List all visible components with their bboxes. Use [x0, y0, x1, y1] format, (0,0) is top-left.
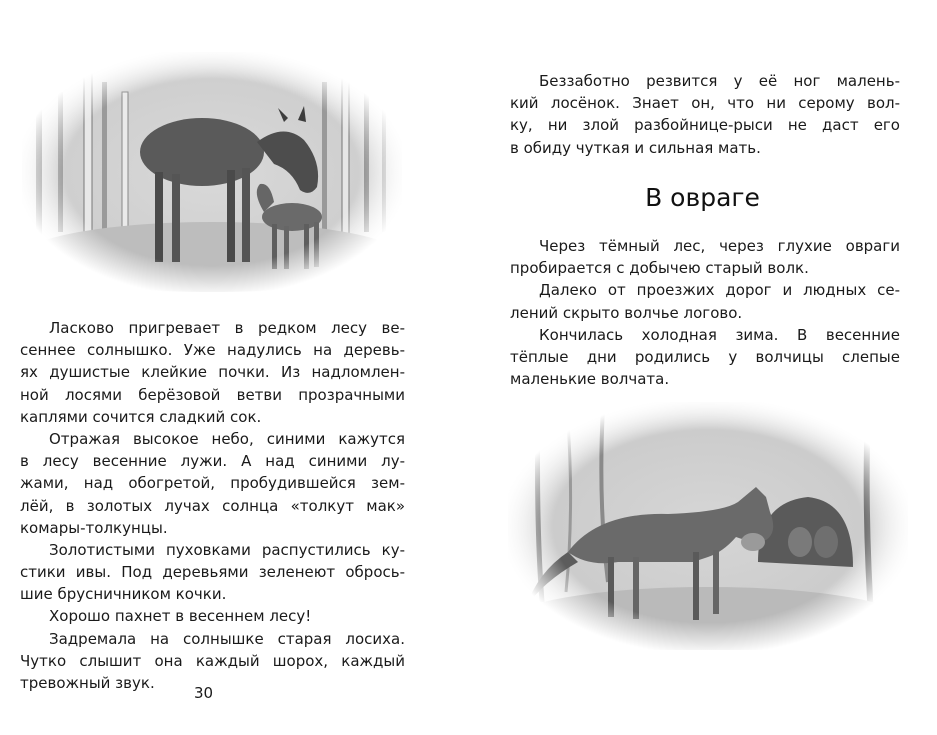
text-line: шие брусничником кочки. — [20, 585, 227, 604]
text-line: Отражая высокое небо, синими кажутся — [49, 429, 405, 448]
left-page-text — [20, 317, 405, 694]
text-line: Кончилась холодная зима. В весенние — [539, 325, 900, 344]
text-line: в обиду чуткая и сильная мать. — [510, 138, 761, 157]
paragraph — [510, 70, 900, 159]
text-line: маленькие волчата. — [510, 370, 670, 389]
text-line: кий лосёнок. Знает он, что ни серому вол- — [510, 94, 900, 113]
text-line: Через тёмный лес, через глухие овраги — [539, 237, 900, 255]
paragraph — [510, 235, 900, 279]
text-line: Хорошо пахнет в весеннем лесу! — [49, 607, 312, 626]
text-line: лений скрыто волчье логово. — [510, 303, 743, 322]
text-line: ку, ни злой разбойнице-рыси не даст его — [510, 116, 900, 135]
page-number: 30 — [194, 684, 214, 702]
left-page — [0, 0, 468, 735]
section-heading: В овраге — [645, 183, 760, 212]
paragraph — [510, 324, 900, 391]
text-line: Беззаботно резвится у её ног малень- — [539, 72, 900, 90]
paragraph — [20, 539, 405, 606]
right-page-intro — [510, 70, 900, 159]
text-line: в лесу весенние лужи. А над синими лу- — [20, 452, 405, 471]
text-line: ной лосями берёзовой ветви прозрачными — [20, 385, 405, 404]
text-line: лёй, в золотых лучах солнца «толкут мак» — [20, 496, 405, 515]
right-page-text — [510, 235, 900, 390]
right-page — [468, 0, 937, 735]
text-line: тревожный звук. — [20, 674, 155, 692]
text-line: Далеко от проезжих дорог и людных се- — [539, 281, 900, 300]
text-line: комары-толкунцы. — [20, 518, 168, 537]
wolf-with-prey-illustration — [508, 402, 908, 650]
paragraph — [20, 428, 405, 539]
text-line: тёплые дни родились у волчицы слепые — [510, 347, 900, 366]
paragraph — [20, 317, 405, 428]
text-line: пробирается с добычею старый волк. — [510, 259, 809, 278]
text-line: Золотистыми пуховками распустились ку- — [49, 540, 405, 559]
paragraph — [510, 279, 900, 323]
text-line: ях душистые клейкие почки. Из надломлен- — [20, 363, 405, 382]
text-line: сеннее солнышко. Уже надулись на деревь- — [20, 341, 405, 360]
text-line: жами, над обогретой, пробудившейся зем- — [20, 474, 405, 493]
text-line: стики ивы. Под деревьями зеленеют обрось- — [20, 563, 405, 582]
text-line: каплями сочится сладкий сок. — [20, 407, 262, 426]
text-line: Чутко слышит она каждый шорох, каждый — [20, 651, 405, 670]
paragraph — [20, 605, 405, 627]
text-line: Задремала на солнышке старая лосиха. — [49, 629, 405, 648]
moose-and-calf-illustration — [22, 52, 402, 292]
text-line: Ласково пригревает в редком лесу ве- — [49, 319, 405, 337]
